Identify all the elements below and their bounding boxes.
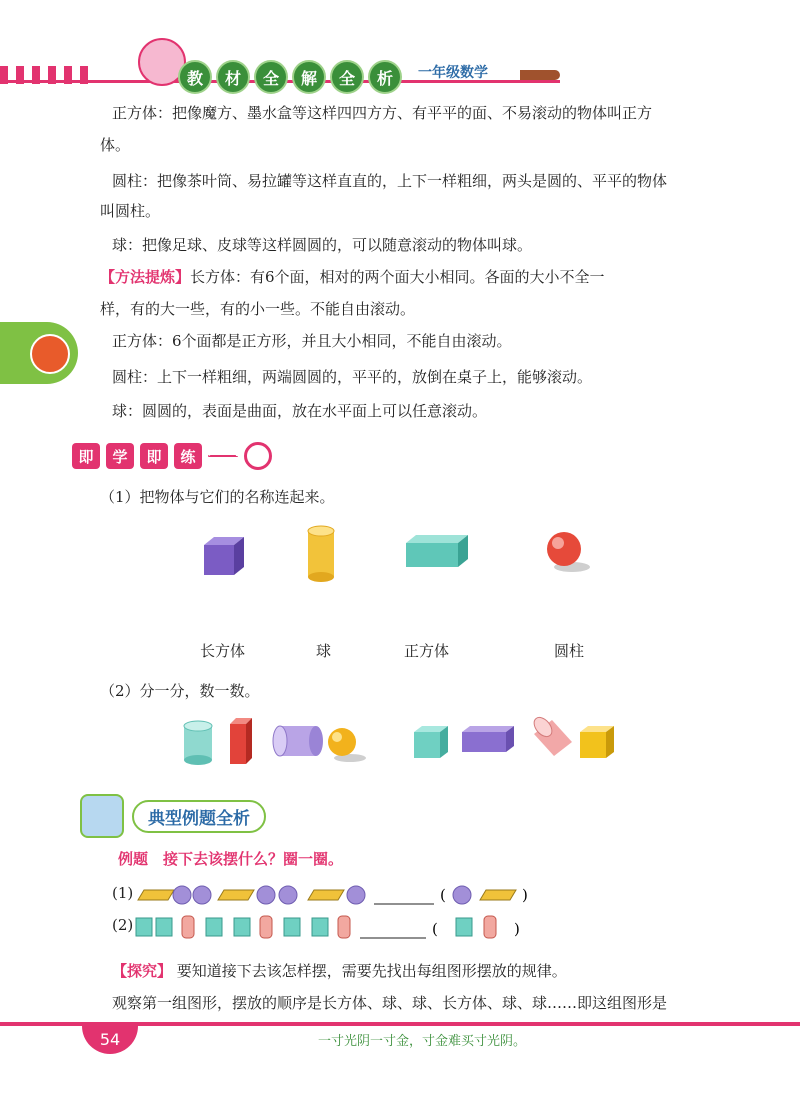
sphere-shape <box>193 886 211 904</box>
example-prompt: 例题 接下去该摆什么？圈一圈。 <box>118 850 344 868</box>
practice-char: 即 <box>72 443 100 469</box>
sphere-shape <box>547 532 590 572</box>
option-cuboid <box>480 890 516 900</box>
cylinder-shape <box>273 726 323 756</box>
cube-shape <box>204 537 244 575</box>
cube-shape <box>312 918 328 936</box>
paragraph-cylinder-prop: 圆柱：上下一样粗细，两端圆圆的，平平的，放倒在桌子上，能够滚动。 <box>112 368 593 386</box>
cuboid-shape <box>218 890 254 900</box>
header-char: 全 <box>330 60 364 94</box>
side-tab <box>0 322 78 384</box>
name-label: 圆柱 <box>554 642 585 660</box>
paragraph-sphere-prop: 球：圆圆的，表面是曲面，放在水平面上可以任意滚动。 <box>112 402 488 420</box>
paragraph-method <box>100 262 730 292</box>
name-label: 正方体 <box>404 642 450 660</box>
examples-title: 典型例题全析 <box>132 800 266 833</box>
sequence-1 <box>134 880 534 910</box>
fox-mascot-icon <box>30 334 70 374</box>
paren-open: ( <box>440 886 446 904</box>
paragraph-method-cont: 样，有的大一些，有的小一些。不能自由滚动。 <box>100 300 416 318</box>
sphere-shape <box>328 728 366 762</box>
header-char: 全 <box>254 60 288 94</box>
option-cube <box>456 918 472 936</box>
paragraph-cube-def-cont: 体。 <box>100 136 131 154</box>
question-1: （1）把物体与它们的名称连起来。 <box>100 488 335 506</box>
paragraph-cylinder-def-cont: 叫圆柱。 <box>100 202 161 220</box>
shapes-row-1 <box>190 515 610 625</box>
method-text: 长方体：有6个面，相对的两个面大小相同。各面的大小不全一 <box>190 268 605 286</box>
paragraph-sphere-def: 球：把像足球、皮球等这样圆圆的，可以随意滚动的物体叫球。 <box>112 236 533 254</box>
cuboid-shape <box>138 890 174 900</box>
cuboid-shape <box>406 535 468 567</box>
paren-close: ) <box>514 920 520 938</box>
practice-char: 学 <box>106 443 134 469</box>
header-grade: 一年级数学 <box>418 65 488 81</box>
cylinder-shape <box>338 916 350 938</box>
sphere-shape <box>173 886 191 904</box>
cuboid-shape <box>462 726 514 752</box>
sphere-shape <box>257 886 275 904</box>
sequence-2 <box>134 910 534 942</box>
reading-mascot-icon <box>80 794 124 838</box>
paragraph-observe: 观察第一组图形，摆放的顺序是长方体、球、球、长方体、球、球……即这组图形是 <box>112 994 668 1012</box>
cube-shape <box>156 918 172 936</box>
sphere-shape <box>279 886 297 904</box>
paren-open: ( <box>432 920 438 938</box>
name-label: 长方体 <box>200 642 246 660</box>
paragraph-cylinder-def: 圆柱：把像茶叶筒、易拉罐等这样直直的，上下一样粗细，两头是圆的、平平的物体 <box>112 172 668 190</box>
cube-shape <box>414 726 448 758</box>
paragraph-explore <box>112 956 742 986</box>
paragraph-cube-def: 正方体：把像魔方、墨水盒等这样四四方方、有平平的面、不易滚动的物体叫正方 <box>112 104 653 122</box>
cylinder-shape <box>308 526 334 582</box>
header-char: 材 <box>216 60 250 94</box>
sphere-shape <box>347 886 365 904</box>
page-number: 54 <box>82 1024 138 1054</box>
practice-char: 即 <box>140 443 168 469</box>
sequence-2-label: (2) <box>112 916 134 934</box>
cube-shape <box>206 918 222 936</box>
pencil-icon <box>520 70 560 80</box>
cuboid-shape <box>308 890 344 900</box>
paren-close: ) <box>522 886 528 904</box>
cuboid-shape <box>230 718 252 764</box>
dash-decoration <box>208 455 238 457</box>
option-sphere <box>453 886 471 904</box>
examples-section-header <box>80 794 266 838</box>
cylinder-shape <box>531 714 572 756</box>
option-cylinder <box>484 916 496 938</box>
cube-shape <box>136 918 152 936</box>
practice-label <box>72 442 272 470</box>
cylinder-shape <box>182 916 194 938</box>
header-char: 析 <box>368 60 402 94</box>
cylinder-shape <box>184 721 212 765</box>
name-label: 球 <box>316 642 332 660</box>
footer-motto: 一寸光阴一寸金，寸金难买寸光阴。 <box>318 1034 527 1049</box>
practice-char: 练 <box>174 443 202 469</box>
header-char: 教 <box>178 60 212 94</box>
sequence-1-label: (1) <box>112 884 134 902</box>
paragraph-cube-prop: 正方体：6个面都是正方形，并且大小相同，不能自由滚动。 <box>112 332 512 350</box>
cylinder-shape <box>260 916 272 938</box>
header-title <box>178 60 402 94</box>
explore-text: 要知道接下去该怎样摆，需要先找出每组图形摆放的规律。 <box>176 962 567 980</box>
ring-icon <box>244 442 272 470</box>
question-2: （2）分一分，数一数。 <box>100 682 260 700</box>
cube-shape <box>580 726 614 758</box>
shapes-row-2 <box>180 712 620 772</box>
method-tag: 【方法提炼】 <box>100 268 191 286</box>
header-char: 解 <box>292 60 326 94</box>
explore-tag: 【探究】 <box>112 962 173 980</box>
cube-shape <box>234 918 250 936</box>
cube-shape <box>284 918 300 936</box>
